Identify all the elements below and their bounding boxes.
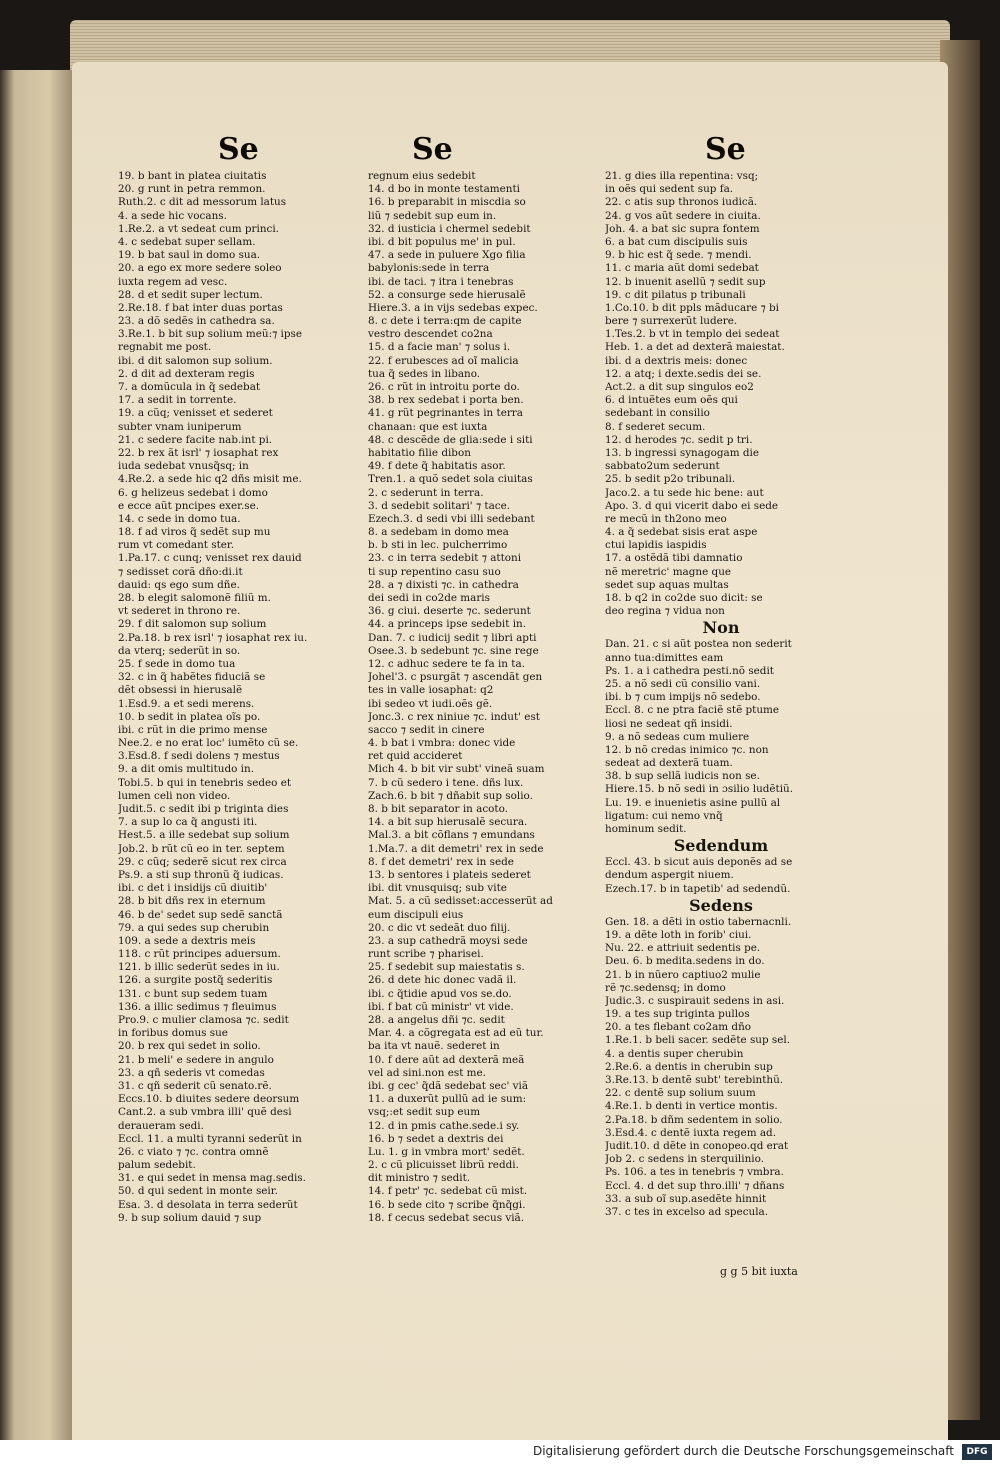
index-line: 20. g runt in petra remmon. (118, 183, 266, 196)
index-line: sedebant in consilio (605, 407, 710, 420)
index-line: regnum eius sedebit (368, 170, 476, 182)
index-line: 29. c cũq; sederẽ sicut rex circa (118, 855, 287, 868)
index-line: 36. g ciui. deserte ⁊c. sederunt (368, 605, 531, 618)
index-line: 4. a dentis super cherubin (605, 1047, 744, 1060)
index-line: ibi sedeo vt iudi.oẽs gẽ. (368, 697, 493, 710)
index-line: Act.2. a dit sup singulos eo2 (605, 381, 754, 393)
index-line: ibi. d bit populus me' in pul. (368, 235, 516, 248)
index-line: 21. b meli' e sedere in angulo (118, 1053, 274, 1066)
index-line: Eccl. 43. b sicut auis deponẽs ad se (605, 856, 793, 869)
index-line: Lu. 1. g in vmbra mort' sedẽt. (368, 1145, 525, 1158)
index-line: regnabit me post. (118, 341, 212, 354)
index-line: 33. a sub oĩ sup.asedẽte hinnit (605, 1192, 767, 1205)
index-line: 1.Re.1. b beli sacer. sedẽte sup sel. (605, 1034, 791, 1047)
index-line: 8. a sedebam in domo mea (368, 526, 509, 539)
index-line: 26. d dete hic donec vadã il. (368, 974, 517, 987)
index-line: 48. c descẽde de glia:sede i siti (368, 433, 533, 446)
column-2 (368, 170, 613, 1225)
index-line: Apo. 3. d qui vicerit dabo ei sede (605, 499, 779, 512)
index-line: 8. b bit separator in acoto. (368, 803, 508, 815)
index-line: 12. a atq; i dexte.sedis dei se. (605, 367, 762, 380)
index-line: 9. b hic est q̃ sede. ⁊ mendi. (605, 249, 752, 262)
index-line: runt scribe ⁊ pharisei. (368, 948, 484, 961)
index-line: Heb. 1. a det ad dexterã maiestat. (605, 341, 785, 354)
index-line: dei sedi in co2de maris (368, 592, 490, 604)
index-line: 20. a tes flebant co2am dño (605, 1021, 752, 1034)
index-line: vsq;:et sedit sup eum (368, 1106, 481, 1119)
index-line: 19. b bant in platea ciuitatis (118, 170, 267, 182)
index-line: sabbato2um sederunt (605, 460, 720, 473)
index-line: 3.Re.13. b dentẽ subt' terebinthũ. (605, 1074, 784, 1086)
index-line: 3.Esd.8. f sedi dolens ⁊ mestus (118, 750, 280, 763)
column-3-sedendum-entries (605, 856, 837, 896)
index-line: 4.Re.1. b denti in vertice montis. (605, 1100, 778, 1113)
index-line: 16. b preparabit in miscdia so (368, 196, 526, 209)
index-line: 22. c dentẽ sup solium suum (605, 1087, 756, 1100)
index-line: 23. a sup cathedrã moysi sede (368, 934, 528, 947)
index-line: 118. c rũt principes aduersum. (118, 948, 281, 961)
index-line: 19. a dẽte loth in forib' ciui. (605, 928, 752, 941)
index-line: 23. a qñ sederis vt comedas (118, 1066, 265, 1079)
index-line: ibi. b ⁊ cum impijs nõ sedebo. (605, 691, 761, 704)
index-line: 4. a q̃ sedebat sisis erat aspe (605, 526, 758, 539)
index-line: 1.Co.10. b dit ppls mãducare ⁊ bi (605, 301, 780, 314)
index-line: 29. f dit salomon sup solium (118, 618, 267, 631)
index-line: ctui lapidis iaspidis (605, 539, 707, 552)
index-line: 16. b ⁊ sedet a dextris dei (368, 1132, 504, 1145)
index-line: Pro.9. c mulier clamosa ⁊c. sedit (118, 1014, 289, 1026)
index-line: ibi. dit vnusquisq; sub vite (368, 882, 507, 895)
index-line: 9. b sup solium dauid ⁊ sup (118, 1211, 262, 1224)
index-line: Hiere.15. b nõ sedi in ɔsilio ludẽtiũ. (605, 783, 794, 796)
index-line: 25. b sedit p2o tribunali. (605, 473, 736, 486)
index-line: ⁊ sedisset corã dño:di.it (118, 565, 243, 578)
index-line: Johel'3. c psurgãt ⁊ ascendãt gen (368, 671, 543, 684)
index-line: 1.Ma.7. a dit demetri' rex in sede (368, 842, 544, 855)
index-line: 12. d in pmis cathe.sede.i sy. (368, 1119, 520, 1132)
index-line: iuxta regem ad vesc. (118, 275, 228, 288)
index-line: 4.Re.2. a sede hic q2 dñs misit me. (118, 473, 302, 486)
index-line: e ecce aũt pncipes exer.se. (118, 499, 260, 512)
index-line: ibi. d dit salomon sup solium. (118, 354, 273, 367)
index-line: 3.Esd.4. c dentẽ iuxta regem ad. (605, 1126, 777, 1139)
index-line: 12. b inuenit asellũ ⁊ sedit sup (605, 275, 766, 288)
index-line: 38. b sup sellã iudicis non se. (605, 770, 760, 783)
index-line: sedeat ad dexterã tuam. (605, 757, 733, 770)
index-line: 25. a nõ sedi cũ consilio vani. (605, 677, 761, 690)
index-line: 2.Pa.18. b dñm sedentem in solio. (605, 1113, 783, 1126)
signature-mark: g g 5 bit iuxta (720, 1265, 798, 1278)
index-line: 41. g rũt pegrinantes in terra (368, 407, 523, 420)
index-line: tua q̃ sedes in libano. (368, 367, 481, 380)
column-header-3: Se (705, 132, 746, 167)
index-line: 10. f dere aũt ad dexterã meã (368, 1053, 525, 1066)
index-line: 12. b nõ credas inimico ⁊c. non (605, 743, 769, 756)
index-line: Eccs.10. b diuites sedere deorsum (118, 1093, 300, 1106)
dfg-logo: DFG (962, 1444, 992, 1460)
index-line: in foribus domus sue (118, 1027, 228, 1040)
index-line: Deu. 6. b medita.sedens in do. (605, 955, 765, 968)
index-line: 11. a duxerũt pullũ ad ie sum: (368, 1093, 527, 1106)
footer-bar (0, 1440, 1000, 1467)
index-line: 31. c qñ sederit cũ senato.rẽ. (118, 1079, 272, 1092)
index-line: Eccl. 8. c ne ptra faciẽ stẽ ptume (605, 704, 780, 717)
index-line: 22. f erubesces ad oĩ malicia (368, 354, 519, 367)
index-line: 14. a bit sup hierusalẽ secura. (368, 816, 528, 829)
index-line: Nee.2. e no erat loc' iumẽto cũ se. (118, 737, 299, 750)
index-line: hominum sedit. (605, 823, 687, 835)
index-line: 49. f dete q̃ habitatis asor. (368, 460, 506, 473)
index-line: 19. c dit pilatus p tribunali (605, 288, 746, 301)
index-line: 13. b ingressi synagogam die (605, 446, 759, 459)
subheading-sedens: Sedens (689, 895, 753, 915)
index-line: Gen. 18. a dẽti in ostio tabernacnli. (605, 915, 792, 928)
index-line: Hest.5. a ille sedebat sup solium (118, 829, 290, 842)
column-3 (605, 170, 837, 1219)
index-line: 7. b cũ sedero i tene. dñs lux. (368, 776, 524, 789)
index-line: Ps. 1. a i cathedra pesti.nõ sedit (605, 664, 774, 677)
index-line: 31. e qui sedet in mensa mag.sedis. (118, 1172, 306, 1185)
index-line: 18. b q2 in co2de suo dicit: se (605, 592, 763, 604)
index-line: 50. d qui sedent in monte seir. (118, 1185, 278, 1198)
index-line: 8. c dete i terra:qm de capite (368, 315, 522, 328)
index-line: Judic.3. c suspirauit sedens in asi. (605, 994, 785, 1007)
index-line: babylonis:sede in terra (368, 262, 490, 275)
index-line: nẽ meretric' magne que (605, 565, 732, 578)
index-line: 23. a dõ sedẽs in cathedra sa. (118, 315, 275, 328)
index-line: 32. c in q̃ habẽtes fiduciã se (118, 671, 266, 684)
index-line: Lu. 19. e inuenietis asine pullũ al (605, 796, 781, 809)
index-line: sedet sup aquas multas (605, 578, 729, 591)
index-line: sacco ⁊ sedit in cinere (368, 723, 485, 736)
index-line: 4. a sede hic vocans. (118, 209, 227, 222)
index-line: 23. c in terra sedebit ⁊ attoni (368, 552, 522, 565)
index-line: 21. c sedere facite nab.int pi. (118, 433, 273, 446)
index-line: Mal.3. a bit cõflans ⁊ emundans (368, 829, 535, 842)
column-header-1: Se (218, 132, 259, 167)
index-line: chanaan: que est iuxta (368, 420, 488, 433)
column-header-2: Se (412, 132, 453, 167)
index-line: 2.Pa.18. b rex isrl' ⁊ iosaphat rex iu. (118, 631, 308, 644)
index-line: 52. a consurge sede hierusalẽ (368, 288, 526, 301)
index-line: vestro descendet co2na (368, 328, 493, 341)
index-line: iuda sedebat vnusq̃sq; in (118, 460, 249, 473)
index-line: 25. f sede in domo tua (118, 657, 236, 670)
index-line: dendum aspergit niuem. (605, 869, 734, 882)
index-line: 109. a sede a dextris meis (118, 934, 256, 947)
index-line: Osee.3. b sedebunt ⁊c. sine rege (368, 644, 539, 657)
index-line: 2.Re.18. f bat inter duas portas (118, 301, 283, 314)
index-line: 9. a dit omis multitudo in. (118, 763, 254, 776)
index-line: 26. c rũt in introitu porte do. (368, 381, 520, 393)
index-line: 8. f sederet secum. (605, 420, 706, 433)
index-line: deraueram sedi. (118, 1119, 204, 1132)
index-line: b. b sti in lec. pulcherrimo (368, 539, 508, 552)
index-line: ibi. c det i insidijs cũ diuitib' (118, 882, 268, 895)
index-line: Ezech.17. b in tapetib' ad sedendũ. (605, 882, 791, 895)
index-line: ba ita vt nauẽ. sederet in (368, 1040, 500, 1053)
index-line: 4. b bat i vmbra: donec vide (368, 737, 516, 750)
index-line: 121. b illic sederũt sedes in iu. (118, 961, 280, 974)
index-line: liũ ⁊ sedebit sup eum in. (368, 209, 497, 222)
index-line: Esa. 3. d desolata in terra sederũt (118, 1198, 298, 1211)
index-line: Ezech.3. d sedi vbi illi sedebant (368, 512, 535, 525)
index-line: 18. f cecus sedebat secus viã. (368, 1211, 525, 1224)
index-line: Ps. 106. a tes in tenebris ⁊ vmbra. (605, 1166, 784, 1179)
index-line: 1.Re.2. a vt sedeat cum princi. (118, 222, 279, 235)
index-line: tes in valle iosaphat: q2 (368, 684, 494, 697)
index-line: dẽt obsessi in hierusalẽ (118, 684, 243, 697)
index-line: 7. a domũcula in q̃ sedebat (118, 381, 261, 393)
index-line: 37. c tes in excelso ad specula. (605, 1205, 769, 1218)
index-line: Cant.2. a sub vmbra illi' quẽ desi (118, 1106, 292, 1119)
index-line: 28. d et sedit super lectum. (118, 288, 263, 301)
index-line: 44. a princeps ipse sedebit in. (368, 618, 527, 631)
index-line: 28. b bit dñs rex in eternum (118, 895, 266, 908)
index-line: 1.Tes.2. b vt in templo dei sedeat (605, 328, 780, 341)
index-line: Zach.6. b bit ⁊ dñabit sup solio. (368, 789, 533, 802)
index-line: in oẽs qui sedent sup fa. (605, 183, 734, 196)
subheading-non: Non (702, 618, 740, 638)
index-line: 10. b sedit in platea oĩs po. (118, 710, 261, 723)
index-line: Dan. 21. c si aũt postea non sederit (605, 638, 792, 651)
index-line: 4. c sedebat super sellam. (118, 235, 256, 248)
index-line: subter vnam iuniperum (118, 420, 242, 433)
index-line: 13. b sentores i plateis sederet (368, 868, 531, 881)
index-line: eum discipuli eius (368, 908, 464, 921)
index-line: 14. c sede in domo tua. (118, 512, 241, 525)
index-line: lumen celi non video. (118, 789, 231, 802)
index-line: 20. b rex qui sedet in solio. (118, 1040, 261, 1053)
index-line: Ps.9. a sti sup thronũ q̃ iudicas. (118, 868, 284, 881)
index-line: 21. g dies illa repentina: vsq; (605, 170, 759, 182)
index-line: 18. f ad viros q̃ sedẽt sup mu (118, 526, 271, 539)
index-line: Nu. 22. e attriuit sedentis pe. (605, 942, 761, 955)
index-line: ibi. c q̃tidie apud vos se.do. (368, 987, 512, 1000)
index-line: 16. b sede cito ⁊ scribe q̃nq̃gi. (368, 1198, 526, 1211)
index-line: 24. g vos aũt sedere in ciuita. (605, 209, 761, 222)
index-line: ti sup repentino casu suo (368, 565, 501, 578)
index-line: 22. b rex ãt isrl' ⁊ iosaphat rex (118, 446, 279, 459)
index-line: 17. a ostẽdã tibi damnatio (605, 552, 743, 565)
index-line: Jaco.2. a tu sede hic bene: aut (605, 486, 764, 499)
index-line: 26. c viato ⁊ ⁊c. contra omnẽ (118, 1145, 269, 1158)
funding-note: Digitalisierung gefördert durch die Deutsche Forschungsgemeinschaft (532, 1444, 954, 1458)
index-line: 28. a angelus dñi ⁊c. sedit (368, 1014, 505, 1026)
index-line: 25. f sedebit sup maiestatis s. (368, 961, 525, 974)
index-line: dit ministro ⁊ sedit. (368, 1172, 471, 1185)
index-line: Judit.5. c sedit ibi p triginta dies (118, 803, 289, 815)
index-line: 15. d a facie man' ⁊ solus i. (368, 341, 511, 354)
index-line: ibi. d a dextris meis: donec (605, 354, 748, 367)
index-line: 19. a tes sup triginta pullos (605, 1008, 750, 1021)
index-line: 21. b in nũero captiuo2 mulie (605, 968, 761, 981)
index-line: ibi. f bat cũ ministr' vt vide. (368, 1000, 514, 1013)
index-line: Tobi.5. b qui in tenebris sedeo et (118, 776, 292, 789)
index-line: Mar. 4. a cõgregata est ad eũ tur. (368, 1027, 544, 1040)
left-page-leaf (0, 70, 80, 1450)
index-line: 3. d sedebit solitari' ⁊ tace. (368, 499, 511, 512)
index-line: habitatio filie dibon (368, 446, 471, 459)
index-line: liosi ne sedeat qñ insidi. (605, 717, 733, 730)
index-line: re mecũ in th2ono meo (605, 512, 727, 525)
index-line: 14. d bo in monte testamenti (368, 183, 520, 196)
index-line: Tren.1. a quõ sedet sola ciuitas (368, 473, 533, 486)
index-line: 12. d herodes ⁊c. sedit p tri. (605, 433, 753, 446)
column-3-se-entries (605, 170, 837, 618)
index-line: bere ⁊ surrexerũt ludere. (605, 315, 738, 328)
index-line: 28. b elegit salomonẽ filiũ m. (118, 592, 271, 604)
index-line: 11. c maria aũt domi sedebat (605, 262, 759, 275)
subheading-sedendum: Sedendum (673, 836, 769, 856)
index-line: 6. d intuẽtes eum oẽs qui (605, 394, 738, 407)
index-line: 22. c atis sup thronos iudicã. (605, 196, 758, 209)
index-line: Joh. 4. a bat sic supra fontem (605, 222, 760, 235)
index-line: 38. b rex sedebat i porta ben. (368, 394, 524, 407)
column-1 (118, 170, 368, 1225)
index-line: ligatum: cui nemo vnq̃ (605, 809, 723, 822)
index-line: ret quid accideret (368, 750, 463, 763)
column-3-non-entries (605, 638, 837, 836)
index-line: 1.Esd.9. a et sedi merens. (118, 697, 255, 710)
index-line: Eccl. 4. d det sup thro.illi' ⁊ dñans (605, 1179, 785, 1192)
index-line: 7. a sup lo ca q̃ angusti iti. (118, 816, 258, 829)
index-line: 1.Pa.17. c cunq; venisset rex dauid (118, 552, 302, 565)
index-line: 28. a ⁊ dixisti ⁊c. in cathedra (368, 578, 519, 591)
index-line: rẽ ⁊c.sedensq; in domo (605, 981, 726, 994)
index-line: deo regina ⁊ vidua non (605, 605, 725, 618)
index-line: 2.Re.6. a dentis in cherubin sup (605, 1060, 773, 1073)
index-line: palum sedebit. (118, 1159, 196, 1172)
index-line: Mich 4. b bit vir subt' vineã suam (368, 763, 545, 776)
index-line: 19. b bat saul in domo sua. (118, 249, 261, 262)
index-line: 6. g helizeus sedebat i domo (118, 486, 268, 499)
index-line: 3.Re.1. b bit sup solium meũ:⁊ ipse (118, 328, 302, 341)
index-line: Jonc.3. c rex niniue ⁊c. indut' est (368, 710, 540, 723)
index-line: 20. a ego ex more sedere soleo (118, 262, 282, 275)
index-line: 6. a bat cum discipulis suis (605, 235, 748, 248)
index-line: 47. a sede in puluere Xgo filia (368, 249, 526, 262)
index-line: 131. c bunt sup sedem tuam (118, 987, 268, 1000)
column-3-sedens-entries (605, 916, 837, 1219)
index-line: vel ad sini.non est me. (368, 1066, 486, 1079)
index-line: 20. c dic vt sedeãt duo filij. (368, 921, 511, 934)
index-line: Ruth.2. c dit ad messorum latus (118, 196, 287, 209)
index-line: 2. d dit ad dexteram regis (118, 367, 255, 380)
index-line: ibi. g cec' q̃dã sedebat sec' viã (368, 1079, 529, 1092)
index-line: da vterq; sederũt in so. (118, 644, 241, 657)
index-line: 12. c adhuc sedere te fa in ta. (368, 657, 525, 670)
index-line: Judit.10. d dẽte in conopeo.qd erat (605, 1139, 789, 1152)
index-line: 14. f petr' ⁊c. sedebat cũ mist. (368, 1185, 528, 1198)
index-line: Eccl. 11. a multi tyranni sederũt in (118, 1132, 302, 1145)
index-line: Dan. 7. c iudicij sedit ⁊ libri apti (368, 631, 537, 644)
index-line: 126. a surgite postq̃ sederitis (118, 974, 273, 987)
index-line: 19. a cũq; venisset et sederet (118, 407, 273, 420)
index-line: rum vt comedant ster. (118, 539, 235, 552)
index-line: 46. b de' sedet sup sedẽ sanctã (118, 908, 283, 921)
index-line: Mat. 5. a cũ sedisset:accesserũt ad (368, 895, 553, 908)
index-line: 8. f det demetri' rex in sede (368, 855, 514, 868)
index-line: 17. a sedit in torrente. (118, 394, 237, 407)
index-line: 9. a nõ sedeas cum muliere (605, 730, 750, 743)
index-line: Job.2. b rũt cũ eo in ter. septem (118, 842, 285, 855)
index-line: 2. c sederunt in terra. (368, 486, 484, 499)
index-line: anno tua:dimittes eam (605, 651, 724, 664)
index-line: ibi. c rũt in die primo mense (118, 723, 268, 736)
index-line: 79. a qui sedes sup cherubin (118, 921, 270, 934)
index-line: ibi. de taci. ⁊ itra i tenebras (368, 275, 514, 288)
index-line: Job 2. c sedens in sterquilinio. (605, 1153, 764, 1166)
index-line: 32. d iusticia i chermel sedebit (368, 222, 531, 235)
index-line: Hiere.3. a in vijs sedebas expec. (368, 301, 538, 314)
index-line: 2. c cũ plicuisset librũ reddi. (368, 1159, 519, 1172)
index-line: vt sederet in throno re. (118, 605, 241, 618)
index-line: 136. a illic sedimus ⁊ fleuimus (118, 1000, 277, 1013)
index-line: dauid: qs ego sum dñe. (118, 578, 240, 591)
